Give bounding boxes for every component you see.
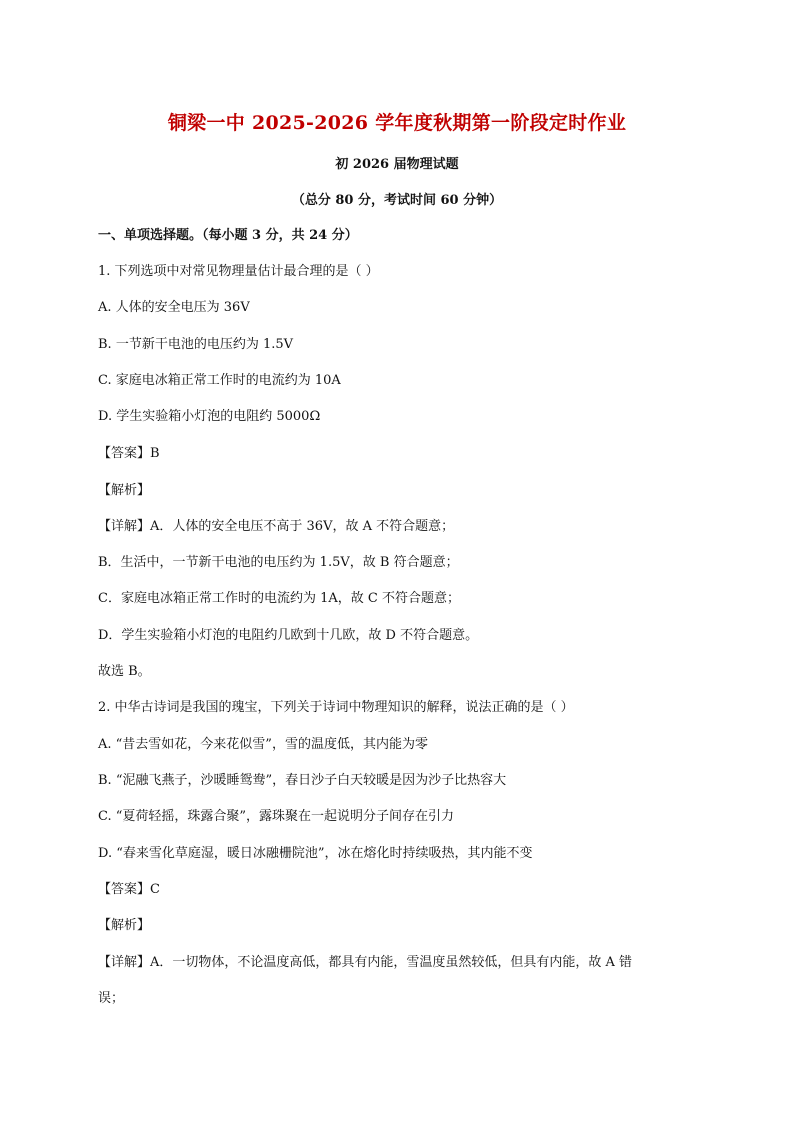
document-subtitle: 初 2026 届物理试题 [335, 157, 459, 172]
question-1-detail-c: C．家庭电冰箱正常工作时的电流约为 1A，故 C 不符合题意； [98, 591, 460, 606]
question-2-analysis-label: 【解析】 [98, 918, 151, 933]
question-2-detail-line-2: 误； [98, 991, 125, 1006]
question-1-answer: 【答案】B [98, 446, 160, 461]
question-1-detail-a: 【详解】A．人体的安全电压不高于 36V，故 A 不符合题意； [98, 519, 455, 534]
section-heading: 一、单项选择题。（每小题 3 分，共 24 分） [98, 228, 358, 243]
question-2-option-a: A. “昔去雪如花，今来花似雪”，雪的温度低，其内能为零 [98, 737, 428, 752]
question-2-answer: 【答案】C [98, 882, 160, 897]
document-title: 铜梁一中 2025-2026 学年度秋期第一阶段定时作业 [167, 112, 627, 134]
question-1-option-d: D. 学生实验箱小灯泡的电阻约 5000Ω [98, 409, 321, 424]
question-1-option-b: B. 一节新干电池的电压约为 1.5V [98, 337, 294, 352]
question-2-option-d: D. “春来雪化草庭湿，暖日冰融栅院池”，冰在熔化时持续吸热，其内能不变 [98, 846, 533, 861]
exam-note: （总分 80 分，考试时间 60 分钟） [291, 193, 503, 208]
question-1-option-a: A. 人体的安全电压为 36V [98, 300, 250, 315]
question-1-detail-b: B．生活中，一节新干电池的电压约为 1.5V，故 B 符合题意； [98, 555, 459, 570]
question-1-analysis-label: 【解析】 [98, 483, 151, 498]
question-1-detail-d: D．学生实验箱小灯泡的电阻约几欧到十几欧，故 D 不符合题意。 [98, 628, 479, 643]
question-1-option-c: C. 家庭电冰箱正常工作时的电流约为 10A [98, 373, 341, 388]
question-2-option-b: B. “泥融飞燕子，沙暖睡鸳鸯”，春日沙子白天较暖是因为沙子比热容大 [98, 773, 507, 788]
question-1-conclusion: 故选 B。 [98, 664, 151, 679]
question-1-stem: 1. 下列选项中对常见物理量估计最合理的是（ ） [98, 264, 379, 279]
question-2-detail-line-1: 【详解】A．一切物体，不论温度高低，都具有内能，雪温度虽然较低，但具有内能，故 A 错 [98, 955, 633, 970]
question-2-stem: 2. 中华古诗词是我国的瑰宝，下列关于诗词中物理知识的解释，说法正确的是（ ） [98, 700, 574, 715]
question-2-option-c: C. “夏荷轻摇，珠露合聚”，露珠聚在一起说明分子间存在引力 [98, 809, 455, 824]
